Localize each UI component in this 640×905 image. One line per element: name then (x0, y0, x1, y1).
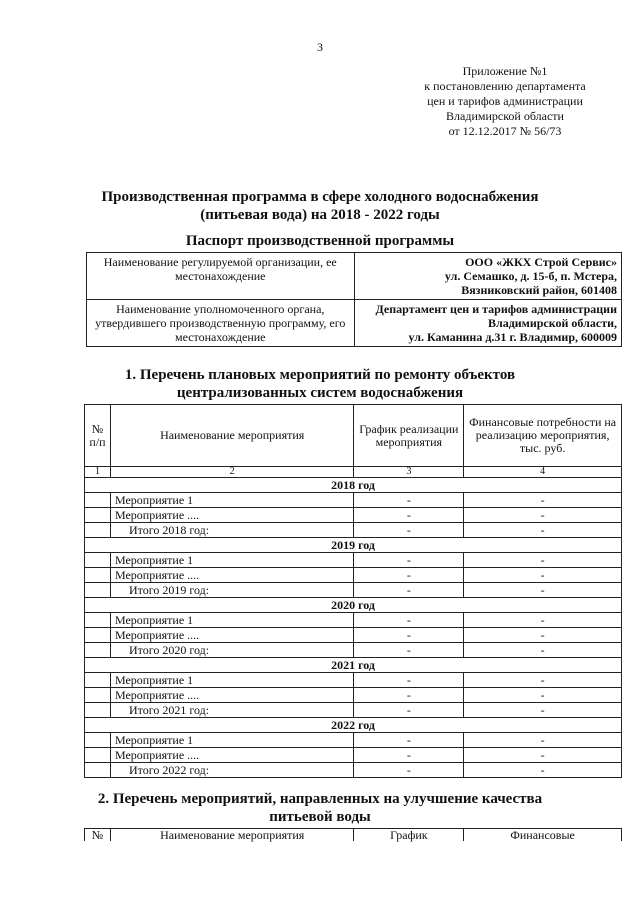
measure-name-cell: Итого 2022 год: (110, 763, 353, 778)
year-row (85, 598, 622, 613)
row-number-cell (85, 643, 111, 658)
year-label: 2019 год (85, 538, 622, 553)
measure-name-cell: Итого 2018 год: (110, 523, 353, 538)
section2-title-line: питьевой воды (269, 809, 371, 825)
schedule-cell: - (354, 553, 464, 568)
table-row (85, 763, 622, 778)
schedule-cell: - (354, 523, 464, 538)
header-finance: Финансовые (464, 829, 622, 842)
header-number: № п/п (85, 405, 111, 467)
finance-cell: - (464, 523, 622, 538)
year-label: 2020 год (85, 598, 622, 613)
schedule-cell: - (354, 688, 464, 703)
passport-value-line: ООО «ЖКХ Строй Сервис» (465, 255, 617, 269)
passport-value-line: Владимирской области, (487, 316, 617, 330)
program-title (0, 188, 640, 224)
passport-row (87, 253, 622, 300)
table-row (85, 733, 622, 748)
finance-cell: - (464, 613, 622, 628)
measure-name-cell: Мероприятие .... (110, 748, 353, 763)
finance-cell: - (464, 748, 622, 763)
schedule-cell: - (354, 763, 464, 778)
header-schedule: График реализации мероприятия (354, 405, 464, 467)
passport-value-line: ул. Семашко, д. 15-б, п. Мстера, (444, 269, 617, 283)
header-finance: Финансовые потребности на реализацию мероприятия, тыс. руб. (464, 405, 622, 467)
section1-title-line: 1. Перечень плановых мероприятий по ремонту объектов (124, 367, 516, 383)
finance-cell: - (464, 673, 622, 688)
table-row (85, 673, 622, 688)
year-label: 2018 год (85, 478, 622, 493)
table-row (85, 523, 622, 538)
row-number-cell (85, 553, 111, 568)
row-number-cell (85, 673, 111, 688)
finance-cell: - (464, 733, 622, 748)
schedule-cell: - (354, 703, 464, 718)
column-number: 2 (110, 467, 353, 478)
finance-cell: - (464, 628, 622, 643)
table-row (85, 508, 622, 523)
appendix-line: от 12.12.2017 № 56/73 (448, 124, 562, 138)
measure-name-cell: Итого 2020 год: (110, 643, 353, 658)
finance-cell: - (464, 688, 622, 703)
passport-label: Наименование уполномоченного органа, утвердившего производственную программу, его местонахождение (87, 300, 355, 347)
measure-name-cell: Итого 2021 год: (110, 703, 353, 718)
row-number-cell (85, 628, 111, 643)
measure-name-cell: Мероприятие 1 (110, 673, 353, 688)
row-number-cell (85, 733, 111, 748)
table-row (85, 748, 622, 763)
year-label: 2022 год (85, 718, 622, 733)
finance-cell: - (464, 763, 622, 778)
appendix-line: Приложение №1 (462, 64, 548, 78)
finance-cell: - (464, 493, 622, 508)
table-row (85, 688, 622, 703)
section1-title (0, 366, 640, 402)
row-number-cell (85, 703, 111, 718)
schedule-cell: - (354, 508, 464, 523)
table-row (85, 703, 622, 718)
row-number-cell (85, 583, 111, 598)
column-number: 4 (464, 467, 622, 478)
table-header-row (85, 405, 622, 467)
measure-name-cell: Мероприятие 1 (110, 613, 353, 628)
passport-value (354, 253, 622, 300)
program-title-line: (питьевая вода) на 2018 - 2022 годы (200, 207, 440, 223)
passport-value-line: ул. Каманина д.31 г. Владимир, 600009 (408, 330, 617, 344)
table-row (85, 628, 622, 643)
passport-value-line: Департамент цен и тарифов администрации (375, 302, 617, 316)
row-number-cell (85, 763, 111, 778)
table-row (85, 493, 622, 508)
passport-value (354, 300, 622, 347)
finance-cell: - (464, 568, 622, 583)
schedule-cell: - (354, 748, 464, 763)
row-number-cell (85, 568, 111, 583)
schedule-cell: - (354, 568, 464, 583)
header-schedule: График (354, 829, 464, 842)
row-number-cell (85, 508, 111, 523)
passport-label: Наименование регулируемой организации, ее местонахождение (87, 253, 355, 300)
program-title-line: Производственная программа в сфере холодного водоснабжения (101, 189, 539, 205)
table-row (85, 553, 622, 568)
section2-title-line: 2. Перечень мероприятий, направленных на улучшение качества (97, 791, 543, 807)
measure-name-cell: Мероприятие .... (110, 688, 353, 703)
row-number-cell (85, 688, 111, 703)
schedule-cell: - (354, 733, 464, 748)
column-number: 3 (354, 467, 464, 478)
passport-value-line: Вязниковский район, 601408 (461, 283, 617, 297)
appendix-line: Владимирской области (446, 109, 564, 123)
passport-title: Паспорт производственной программы (185, 233, 455, 249)
year-row (85, 478, 622, 493)
page-number: 3 (317, 40, 323, 54)
year-row (85, 538, 622, 553)
table-header-row (85, 829, 622, 842)
quality-table (84, 828, 622, 841)
measure-name-cell: Мероприятие .... (110, 568, 353, 583)
finance-cell: - (464, 643, 622, 658)
column-number: 1 (85, 467, 111, 478)
header-name: Наименование мероприятия (110, 405, 353, 467)
schedule-cell: - (354, 493, 464, 508)
passport-table (86, 252, 622, 347)
row-number-cell (85, 493, 111, 508)
finance-cell: - (464, 553, 622, 568)
passport-row (87, 300, 622, 347)
measure-name-cell: Мероприятие .... (110, 508, 353, 523)
year-label: 2021 год (85, 658, 622, 673)
finance-cell: - (464, 583, 622, 598)
section2-title (0, 790, 640, 826)
year-row (85, 658, 622, 673)
measure-name-cell: Мероприятие 1 (110, 493, 353, 508)
row-number-cell (85, 523, 111, 538)
finance-cell: - (464, 508, 622, 523)
table-row (85, 583, 622, 598)
year-body (85, 478, 622, 778)
column-number-row (85, 467, 622, 478)
appendix-block (395, 64, 615, 139)
schedule-cell: - (354, 643, 464, 658)
table-row (85, 643, 622, 658)
schedule-cell: - (354, 583, 464, 598)
appendix-line: к постановлению департамента (424, 79, 586, 93)
row-number-cell (85, 613, 111, 628)
measure-name-cell: Мероприятие 1 (110, 553, 353, 568)
table-row (85, 613, 622, 628)
finance-cell: - (464, 703, 622, 718)
measures-table (84, 404, 622, 778)
measure-name-cell: Мероприятие .... (110, 628, 353, 643)
row-number-cell (85, 748, 111, 763)
measure-name-cell: Итого 2019 год: (110, 583, 353, 598)
header-name: Наименование мероприятия (110, 829, 353, 842)
header-number: № (85, 829, 111, 842)
section1-title-line: централизованных систем водоснабжения (176, 385, 464, 401)
schedule-cell: - (354, 628, 464, 643)
measure-name-cell: Мероприятие 1 (110, 733, 353, 748)
schedule-cell: - (354, 613, 464, 628)
schedule-cell: - (354, 673, 464, 688)
table-row (85, 568, 622, 583)
appendix-line: цен и тарифов администрации (427, 94, 583, 108)
year-row (85, 718, 622, 733)
